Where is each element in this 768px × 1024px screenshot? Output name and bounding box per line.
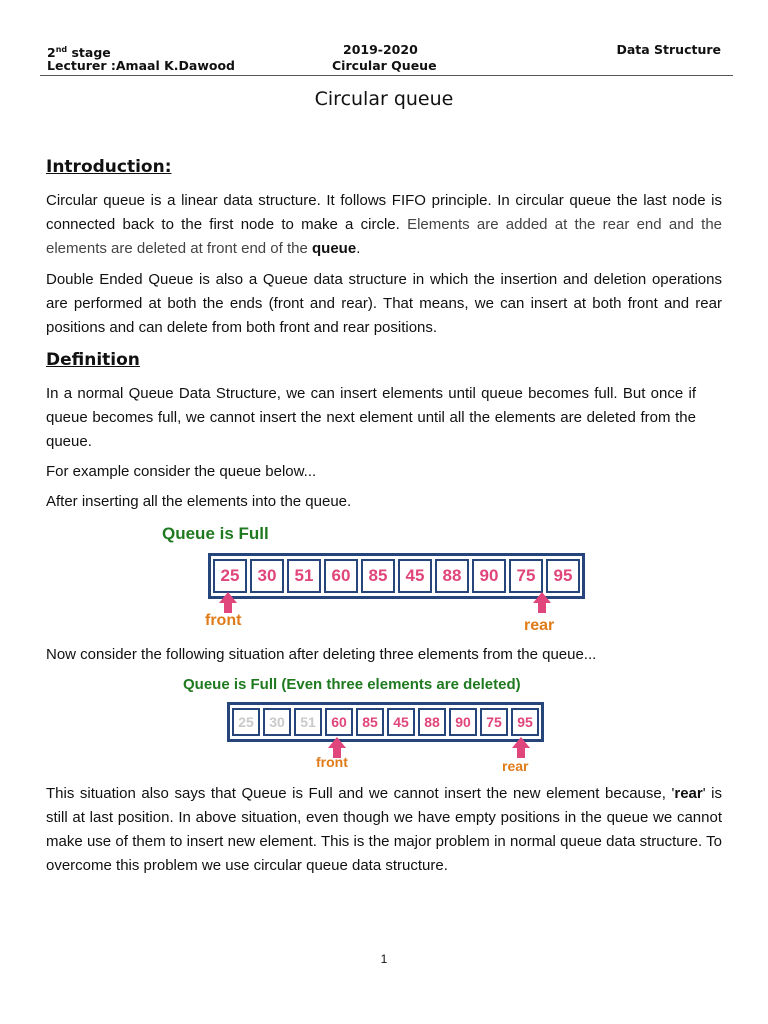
figure2-rear-label: rear bbox=[502, 758, 529, 774]
header-topic: Circular Queue bbox=[332, 58, 437, 73]
figure1-rear-label: rear bbox=[524, 617, 555, 634]
definition-paragraph-3: After inserting all the elements into the queue. bbox=[46, 493, 352, 510]
queue-cell: 25 bbox=[232, 708, 260, 736]
header-year: 2019-2020 bbox=[343, 42, 418, 57]
definition-heading: Definition bbox=[46, 350, 140, 370]
queue-cell: 75 bbox=[480, 708, 508, 736]
definition-paragraph-5: This situation also says that Queue is Full and we cannot insert the new element because, 'rear' is still at last position. In above situation, even though we have empty positions in the queue we cannot make use of them to insert new element. This is the major problem in normal queue data structure. To overcome this problem we use circular queue data structure. bbox=[46, 785, 722, 874]
definition-paragraph-1: In a normal Queue Data Structure, we can insert elements until queue becomes full. But once if queue becomes full, we cannot insert the next element until all the elements are deleted from the queue. bbox=[46, 385, 696, 450]
queue-cell: 25 bbox=[213, 559, 247, 593]
page-title: Circular queue bbox=[314, 88, 454, 110]
intro-paragraph-2: Double Ended Queue is also a Queue data structure in which the insertion and deletion operations are performed at both the ends (front and rear). That means, we can insert at both front and rear positions and can delete from both front and rear positions. bbox=[46, 271, 722, 336]
figure1-front-label: front bbox=[205, 612, 242, 629]
queue-cell: 88 bbox=[418, 708, 446, 736]
queue-cell: 88 bbox=[435, 559, 469, 593]
definition-paragraph-2: For example consider the queue below... bbox=[46, 463, 317, 480]
figure1-queue bbox=[208, 553, 585, 599]
header-lecturer: Lecturer :Amaal K.Dawood bbox=[47, 58, 236, 73]
page-header bbox=[47, 42, 721, 78]
queue-cell: 51 bbox=[287, 559, 321, 593]
queue-cell: 30 bbox=[250, 559, 284, 593]
page-number: 1 bbox=[380, 952, 388, 966]
figure1-title: Queue is Full bbox=[162, 524, 269, 543]
figure2-front-label: front bbox=[316, 754, 348, 770]
queue-cell: 75 bbox=[509, 559, 543, 593]
queue-cell: 30 bbox=[263, 708, 291, 736]
figure2-queue bbox=[227, 702, 544, 742]
header-divider bbox=[40, 75, 733, 76]
queue-cell: 90 bbox=[472, 559, 506, 593]
figure2-title: Queue is Full (Even three elements are deleted) bbox=[183, 676, 521, 693]
intro-paragraph-1: Circular queue is a linear data structure. It follows FIFO principle. In circular queue the last node is connected back to the first node to make a circle. Elements are added at the rear end and the elements are deleted at front end of the queue. bbox=[46, 192, 723, 257]
queue-cell: 51 bbox=[294, 708, 322, 736]
queue-cell: 45 bbox=[387, 708, 415, 736]
intro-heading: Introduction: bbox=[46, 157, 172, 177]
queue-cell: 60 bbox=[325, 708, 353, 736]
queue-cell: 95 bbox=[546, 559, 580, 593]
queue-cell: 90 bbox=[449, 708, 477, 736]
queue-cell: 95 bbox=[511, 708, 539, 736]
queue-cell: 45 bbox=[398, 559, 432, 593]
queue-cell: 60 bbox=[324, 559, 358, 593]
queue-cell: 85 bbox=[361, 559, 395, 593]
header-stage: 2nd stage bbox=[47, 45, 111, 61]
definition-paragraph-4: Now consider the following situation after deleting three elements from the queue... bbox=[46, 646, 597, 663]
queue-cell: 85 bbox=[356, 708, 384, 736]
header-subject: Data Structure bbox=[616, 42, 721, 57]
